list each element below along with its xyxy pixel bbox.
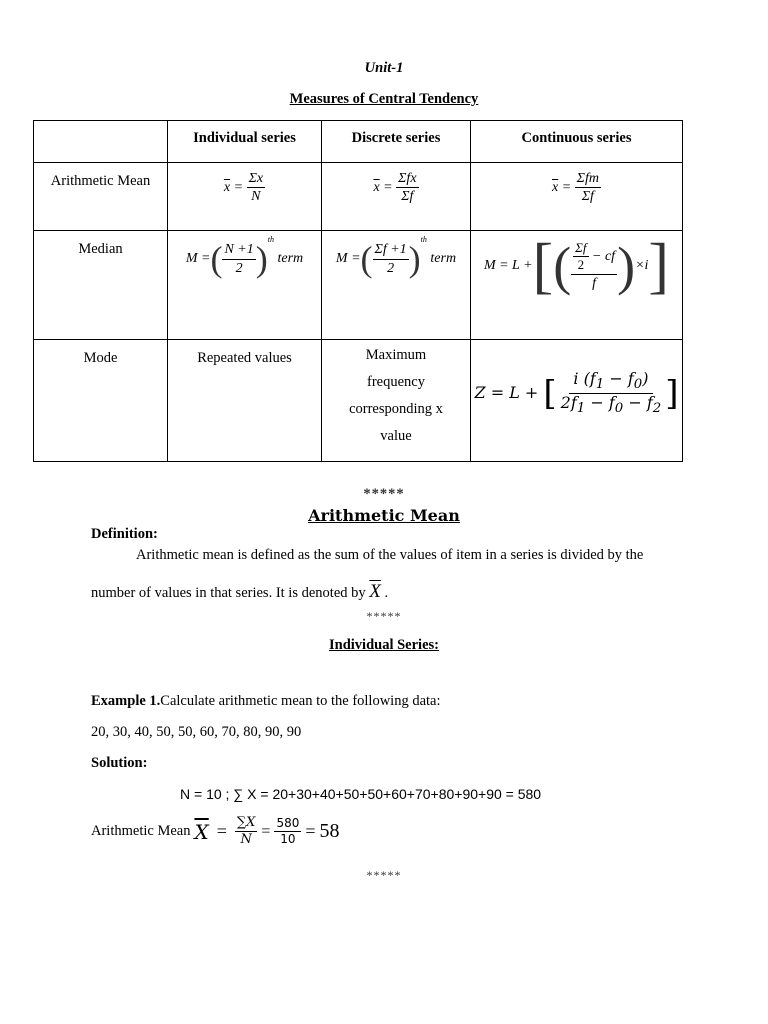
row-label-arithmetic-mean: Arithmetic Mean bbox=[34, 163, 168, 231]
formula-mean-individual: $\overline{x}$ = $\frac{\Sigma x}{N}$ bbox=[168, 163, 322, 231]
formula-median-continuous: M = L +[( $\frac{\Sigma f}{2}$ − cf f )×i] bbox=[471, 231, 683, 340]
result-fraction-symbols bbox=[235, 816, 258, 848]
definition-line-1: Arithmetic mean is defined as the sum of the values of item in a series is divided by the bbox=[136, 547, 644, 563]
mode-discrete-text bbox=[322, 340, 471, 462]
header-individual-series: Individual series bbox=[168, 121, 322, 163]
row-label-mode: Mode bbox=[34, 340, 168, 462]
solution-label: Solution: bbox=[91, 755, 148, 771]
formula-mean-discrete: $\overline{x}$ = $\frac{\text{Σfx}}{\Sigma f}$ bbox=[322, 163, 471, 231]
x-bar-symbol: $\overline{X}$ bbox=[194, 819, 209, 844]
mode-discrete-line: value bbox=[380, 428, 412, 444]
formula-median-discrete: M =( $\frac{\Sigma f +1}{2}$ )$^{th}$ term bbox=[322, 231, 471, 340]
header-continuous-series: Continuous series bbox=[471, 121, 683, 163]
individual-series-heading: Individual Series: bbox=[329, 637, 439, 653]
superscript-th: th bbox=[420, 235, 427, 244]
example-text: Calculate arithmetic mean to the following data: bbox=[160, 693, 441, 709]
definition-line-2 bbox=[91, 580, 388, 604]
arithmetic-mean-result: Arithmetic Mean $\overline{X}$ = $\frac{\sum X}{N}$ = $\frac{580}{10}$ = 58 bbox=[91, 815, 340, 848]
x-bar-symbol: $\overline{X}$ bbox=[369, 581, 381, 602]
fraction-numerator: 580 bbox=[274, 817, 301, 832]
result-label: Arithmetic Mean bbox=[91, 823, 191, 840]
result-value: 58 bbox=[319, 820, 340, 843]
fraction-denominator: N bbox=[240, 832, 252, 848]
unit-label: Unit-1 bbox=[364, 60, 404, 76]
central-tendency-table bbox=[33, 120, 683, 462]
header-cell-empty bbox=[34, 121, 168, 163]
mode-individual-text: Repeated values bbox=[168, 340, 322, 462]
term-word: term bbox=[430, 251, 457, 267]
document-title: Measures of Central Tendency bbox=[289, 91, 479, 107]
arithmetic-mean-heading: Arithmetic Mean bbox=[308, 506, 460, 525]
formula-mean-continuous: $\overline{x}$ = $\frac{\text{Σfm}}{\Sigma f}$ bbox=[471, 163, 683, 231]
definition-label: Definition: bbox=[91, 526, 158, 542]
mode-discrete-line: Maximum bbox=[365, 347, 427, 363]
example-data: 20, 30, 40, 50, 50, 60, 70, 80, 90, 90 bbox=[91, 724, 302, 740]
solution-line: N = 10 ; ∑ X = 20+30+40+50+50+60+70+80+90+90 = 580 bbox=[180, 786, 542, 802]
row-mode bbox=[34, 340, 683, 462]
separator-stars: ***** bbox=[366, 868, 402, 882]
row-label-median: Median bbox=[34, 231, 168, 340]
separator-stars: ***** bbox=[366, 609, 402, 623]
header-discrete-series: Discrete series bbox=[322, 121, 471, 163]
example-label: Example 1. bbox=[91, 693, 161, 709]
formula-median-individual: M =( $\frac{N +1}{2}$ )$^{th}$ term bbox=[168, 231, 322, 340]
separator-stars: ***** bbox=[363, 486, 405, 502]
superscript-th: th bbox=[267, 235, 274, 244]
result-fraction-values bbox=[274, 817, 301, 846]
formula-mode-continuous: Z = L + [ $\frac{i (f_1 - f_0)}{2f_1 - f_0 - f_2}$ ] bbox=[471, 340, 683, 462]
table-header-row bbox=[34, 121, 683, 163]
example-1 bbox=[91, 693, 441, 710]
term-word: term bbox=[277, 251, 304, 267]
mode-discrete-line: frequency bbox=[367, 374, 425, 390]
definition-text: number of values in that series. It is denoted by bbox=[91, 585, 366, 601]
definition-period: . bbox=[384, 585, 389, 601]
row-arithmetic-mean bbox=[34, 163, 683, 231]
fraction-numerator: ∑X bbox=[235, 816, 258, 832]
mode-discrete-line: corresponding x bbox=[349, 401, 443, 417]
fraction-denominator: 10 bbox=[280, 832, 296, 847]
row-median bbox=[34, 231, 683, 340]
